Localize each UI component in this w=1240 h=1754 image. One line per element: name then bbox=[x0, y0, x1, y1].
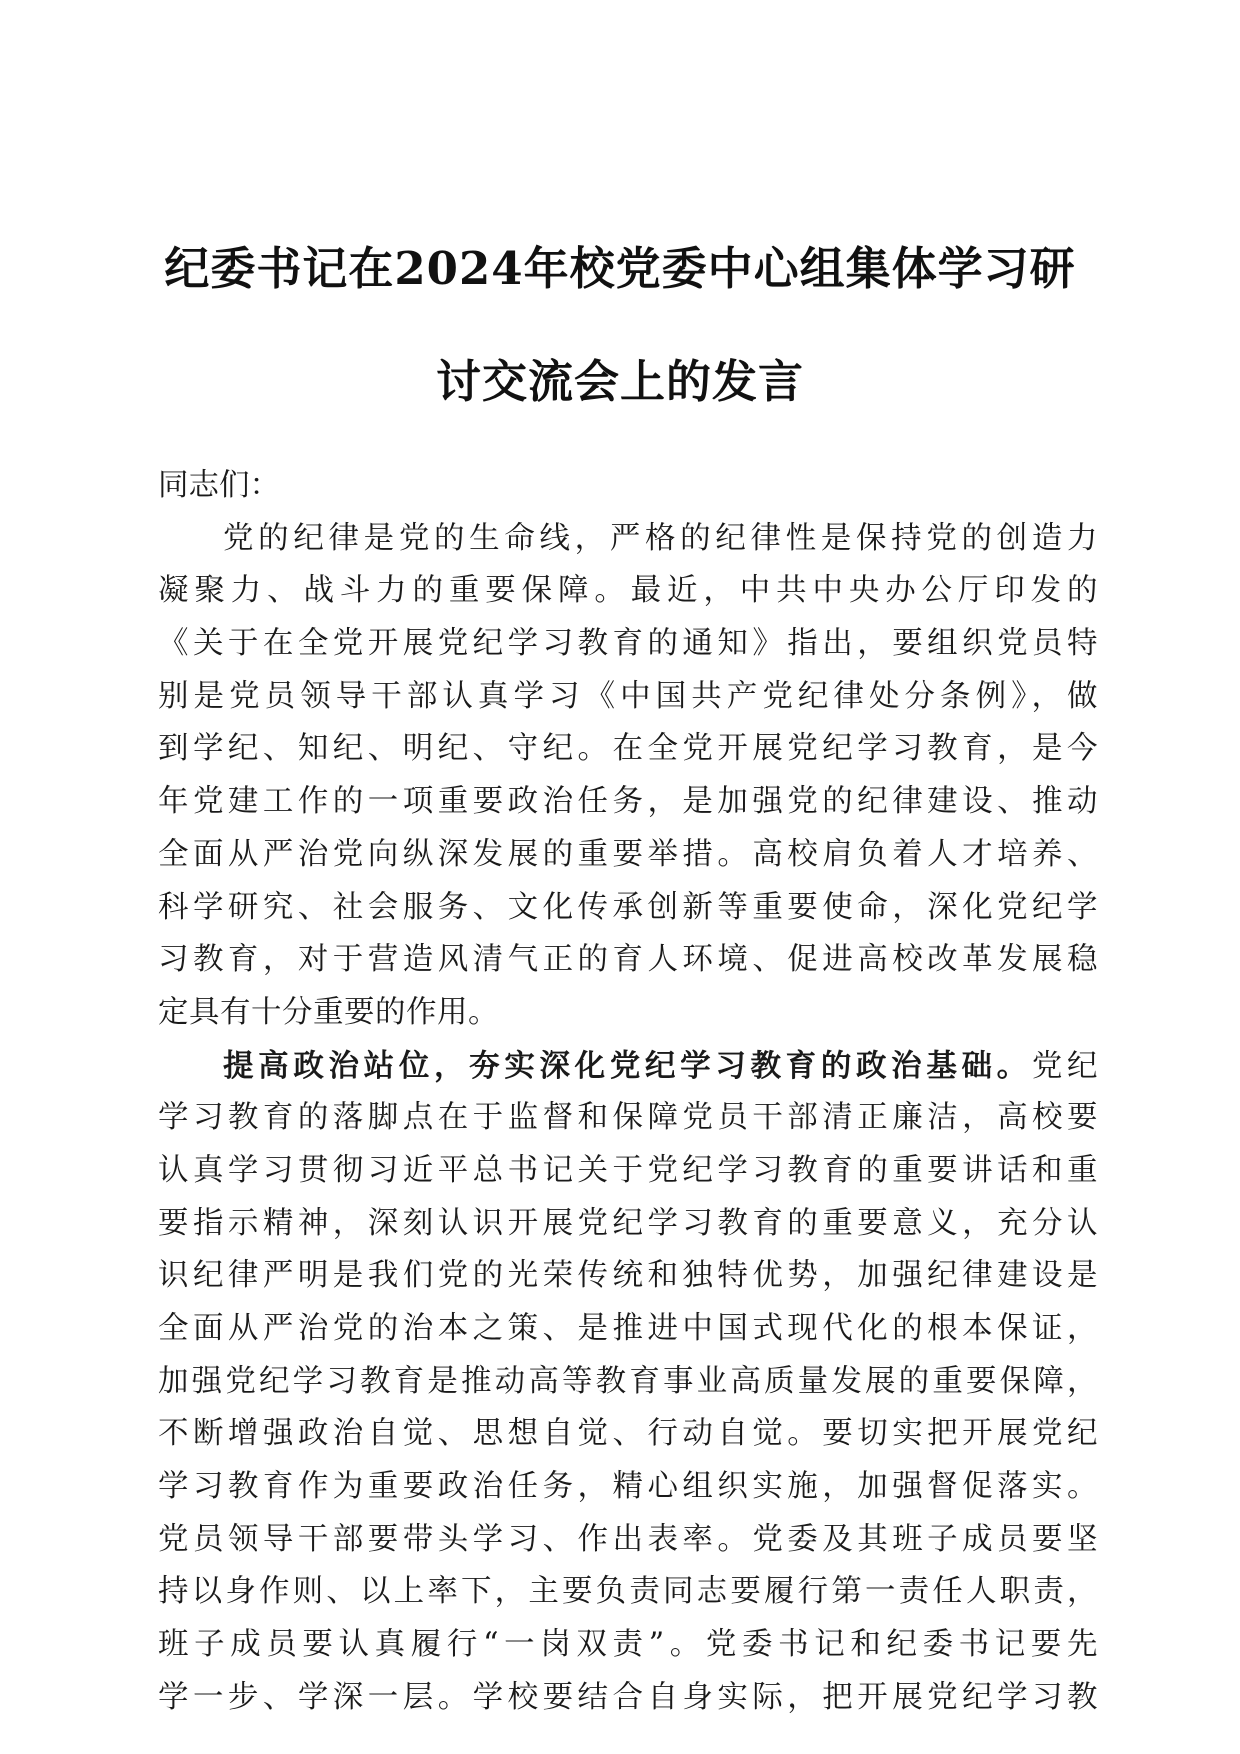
paragraph-line-rest: 党纪 bbox=[1031, 1048, 1099, 1084]
paragraph-line: 认真学习贯彻习近平总书记关于党纪学习教育的重要讲话和重 bbox=[158, 1152, 1098, 1188]
paragraph-line: 要指示精神，深刻认识开展党纪学习教育的重要意义，充分认 bbox=[158, 1205, 1098, 1241]
paragraph-1 bbox=[158, 513, 1098, 1040]
paragraph-2 bbox=[158, 1040, 1098, 1725]
paragraph-line: 全面从严治党向纵深发展的重要举措。高校肩负着人才培养、 bbox=[158, 836, 1098, 872]
document-title-line-1: 纪委书记在2024年校党委中心组集体学习研 bbox=[164, 242, 1076, 295]
paragraph-line: 习教育，对于营造风清气正的育人环境、促进高校改革发展稳 bbox=[158, 942, 1098, 978]
paragraph-line: 党员领导干部要带头学习、作出表率。党委及其班子成员要坚 bbox=[158, 1521, 1098, 1557]
document-title-line-2: 讨交流会上的发言 bbox=[435, 355, 804, 408]
paragraph-line: 《关于在全党开展党纪学习教育的通知》指出，要组织党员特 bbox=[158, 626, 1098, 662]
paragraph-line: 加强党纪学习教育是推动高等教育事业高质量发展的重要保障， bbox=[158, 1363, 1098, 1399]
paragraph-line: 到学纪、知纪、明纪、守纪。在全党开展党纪学习教育，是今 bbox=[158, 731, 1098, 767]
paragraph-line: 学一步、学深一层。学校要结合自身实际，把开展党纪学习教 bbox=[158, 1679, 1098, 1715]
paragraph-line: 定具有十分重要的作用。 bbox=[158, 994, 499, 1030]
paragraph-line: 科学研究、社会服务、文化传承创新等重要使命，深化党纪学 bbox=[158, 889, 1098, 925]
paragraph-line: 别是党员领导干部认真学习《中国共产党纪律处分条例》，做 bbox=[158, 678, 1098, 714]
paragraph-line: 持以身作则、以上率下，主要负责同志要履行第一责任人职责， bbox=[158, 1574, 1098, 1610]
paragraph-line: 班子成员要认真履行“一岗双责”。党委书记和纪委书记要先 bbox=[158, 1627, 1098, 1663]
paragraph-line: 识纪律严明是我们党的光荣传统和独特优势，加强纪律建设是 bbox=[158, 1258, 1098, 1294]
paragraph-line: 学习教育的落脚点在于监督和保障党员干部清正廉洁，高校要 bbox=[158, 1100, 1098, 1136]
document-body bbox=[158, 460, 1098, 1725]
paragraph-line: 不断增强政治自觉、思想自觉、行动自觉。要切实把开展党纪 bbox=[158, 1416, 1098, 1452]
paragraph-line: 年党建工作的一项重要政治任务，是加强党的纪律建设、推动 bbox=[158, 784, 1098, 820]
paragraph-line: 全面从严治党的治本之策、是推进中国式现代化的根本保证， bbox=[158, 1311, 1098, 1346]
paragraph-line: 学习教育作为重要政治任务，精心组织实施，加强督促落实。 bbox=[158, 1469, 1098, 1505]
paragraph-line: 凝聚力、战斗力的重要保障。最近，中共中央办公厅印发的 bbox=[158, 573, 1098, 609]
paragraph-first-line bbox=[158, 1040, 1098, 1093]
paragraph-line: 党的纪律是党的生命线，严格的纪律性是保持党的创造力 bbox=[223, 520, 1098, 556]
section-heading: 提高政治站位，夯实深化党纪学习教育的政治基础。 bbox=[223, 1047, 1032, 1084]
salutation: 同志们： bbox=[158, 468, 280, 503]
